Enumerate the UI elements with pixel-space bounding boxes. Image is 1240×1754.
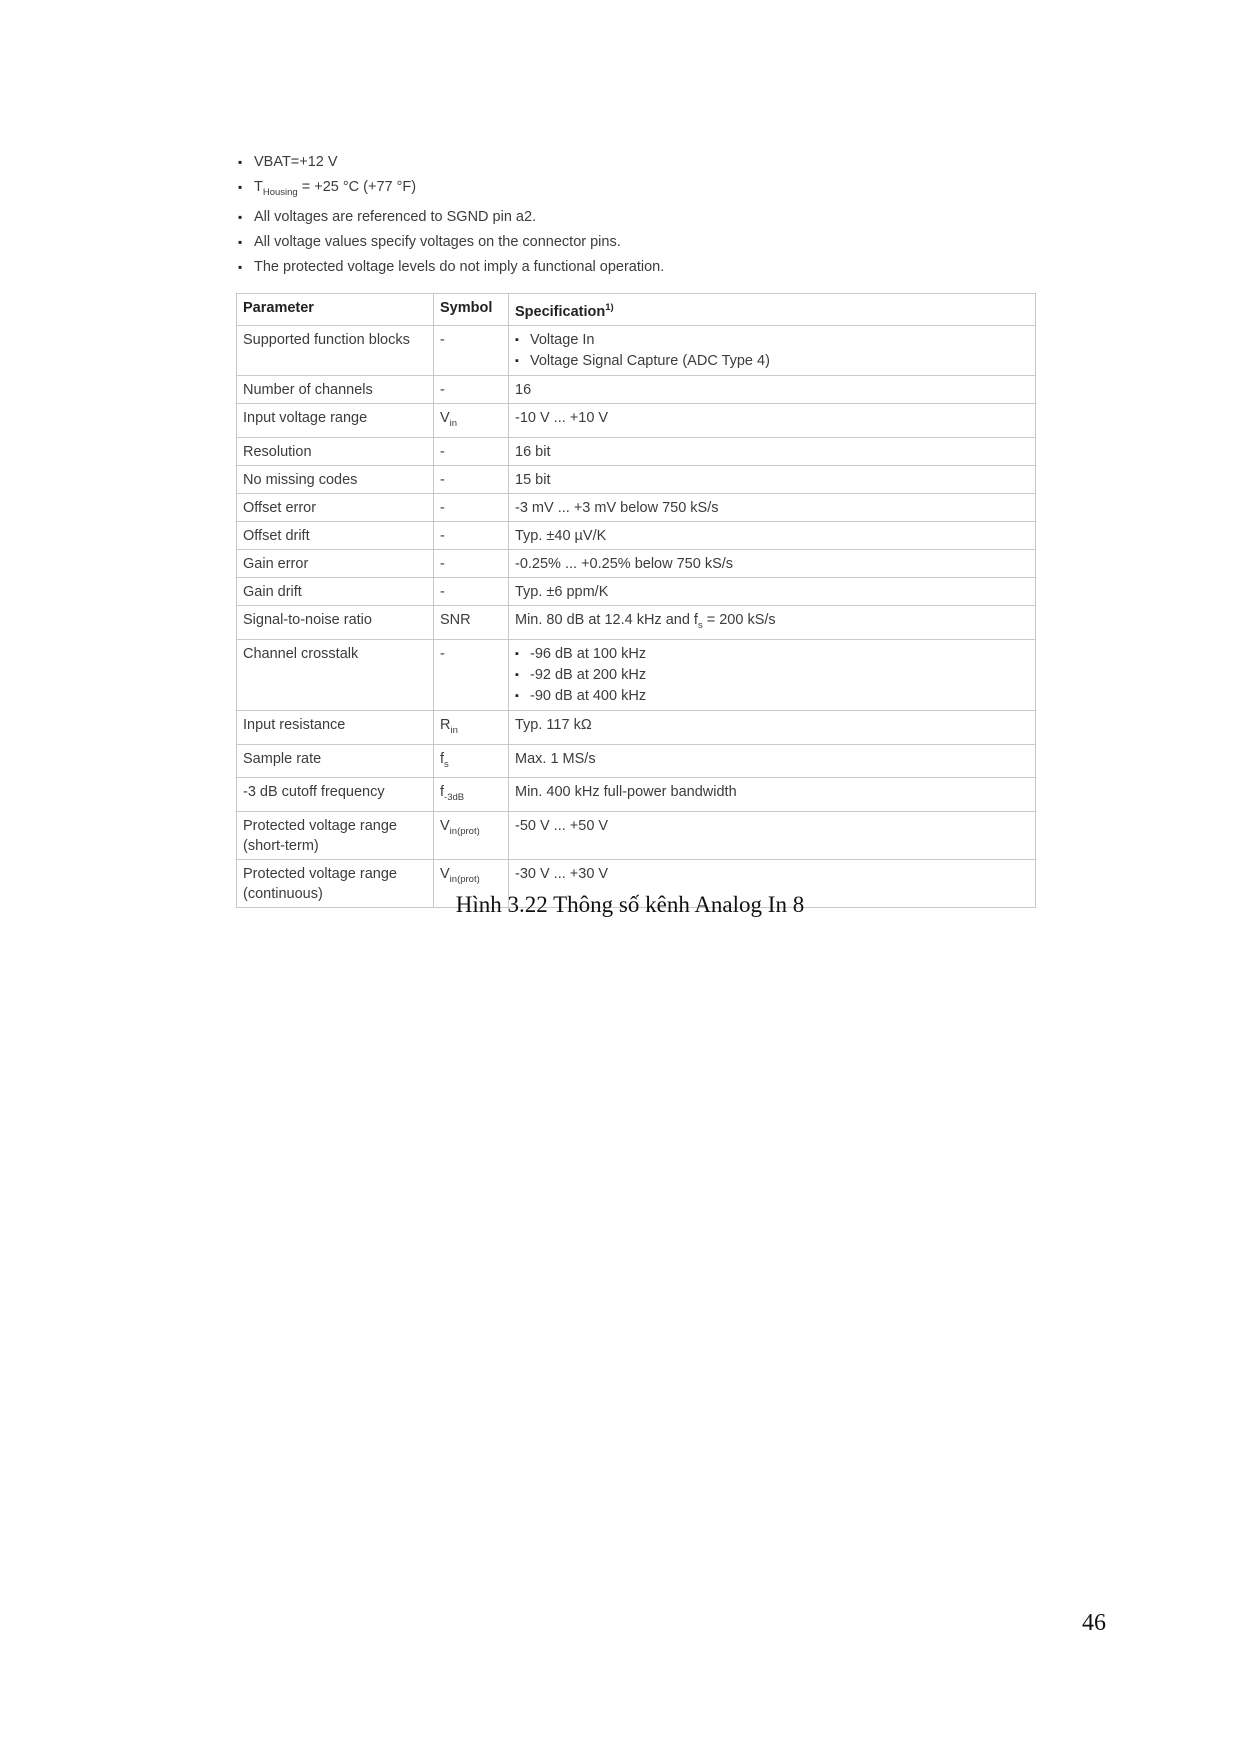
parameter-cell: Resolution [237, 437, 434, 465]
parameter-cell: Supported function blocks [237, 325, 434, 375]
condition-item: ▪ The protected voltage levels do not imply a functional operation. [238, 255, 664, 280]
parameter-cell: Number of channels [237, 375, 434, 403]
condition-item: ▪ VBAT=+12 V [238, 150, 664, 175]
specification-cell: Max. 1 MS/s [509, 744, 1036, 778]
figure-caption: Hình 3.22 Thông số kênh Analog In 8 [455, 892, 805, 917]
symbol-cell: SNR [434, 605, 509, 639]
parameter-cell: Offset error [237, 493, 434, 521]
specification-cell: Typ. ±6 ppm/K [509, 577, 1036, 605]
table-row [237, 605, 1036, 639]
specification-cell: 16 bit [509, 437, 1036, 465]
spec-bullet-item: ▪ Voltage In [515, 330, 1029, 351]
symbol-cell: $V_{in(prot)}$ [434, 812, 509, 860]
symbol-cell: - [434, 325, 509, 375]
specification-cell: -10 V ... +10 V [509, 403, 1036, 437]
specification-cell: -50 V ... +50 V [509, 812, 1036, 860]
symbol-cell: - [434, 375, 509, 403]
spec-bullet-item: ▪ -96 dB at 100 kHz [515, 644, 1029, 665]
symbol-cell: - [434, 549, 509, 577]
test-conditions-list [238, 150, 664, 280]
table-header-row [237, 294, 1036, 326]
condition-item: ▪ $T_{Housing} = +25$ °C (+77 °F) [238, 175, 664, 205]
header-specification: Specification$^{1)}$ [509, 294, 1036, 326]
spec-bullet-item: ▪ -92 dB at 200 kHz [515, 665, 1029, 686]
parameter-cell: Gain drift [237, 577, 434, 605]
condition-item: ▪ All voltage values specify voltages on the connector pins. [238, 230, 664, 255]
specification-cell: -0.25% ... +0.25% below 750 kS/s [509, 549, 1036, 577]
table-row [237, 744, 1036, 778]
specification-cell: Min. 80 dB at 12.4 kHz and $f_s = 200$ kS/s [509, 605, 1036, 639]
parameter-cell: Offset drift [237, 521, 434, 549]
table-row [237, 577, 1036, 605]
table-row [237, 493, 1036, 521]
condition-item: ▪ All voltages are referenced to SGND pin a2. [238, 205, 664, 230]
specification-cell [509, 639, 1036, 710]
footnote-marker: 1) [605, 302, 614, 313]
symbol-cell: - [434, 521, 509, 549]
parameter-cell: Protected voltage range (short-term) [237, 812, 434, 860]
parameter-cell: -3 dB cutoff frequency [237, 778, 434, 812]
specification-cell: -30 V ... +30 V [509, 860, 1036, 908]
table-row [237, 437, 1036, 465]
symbol-cell: - [434, 437, 509, 465]
table-row [237, 403, 1036, 437]
header-parameter: Parameter [237, 294, 434, 326]
header-symbol: Symbol [434, 294, 509, 326]
specification-table [236, 293, 1036, 908]
symbol-cell: - [434, 577, 509, 605]
parameter-cell: Protected voltage range (continuous) [237, 860, 434, 908]
table-row [237, 465, 1036, 493]
parameter-cell: Gain error [237, 549, 434, 577]
symbol-cell: $V_{in}$ [434, 403, 509, 437]
parameter-cell: Sample rate [237, 744, 434, 778]
table-row [237, 325, 1036, 375]
table-row [237, 375, 1036, 403]
spec-bullet-item: ▪ -90 dB at 400 kHz [515, 686, 1029, 707]
table-row [237, 639, 1036, 710]
specification-cell [509, 325, 1036, 375]
parameter-cell: Input voltage range [237, 403, 434, 437]
parameter-cell: No missing codes [237, 465, 434, 493]
specification-cell: -3 mV ... +3 mV below 750 kS/s [509, 493, 1036, 521]
specification-cell: Typ. 117 kΩ [509, 710, 1036, 744]
symbol-cell: $V_{in(prot)}$ [434, 860, 509, 908]
symbol-cell: $f_{-3dB}$ [434, 778, 509, 812]
table-row [237, 521, 1036, 549]
specification-cell: Min. 400 kHz full-power bandwidth [509, 778, 1036, 812]
symbol-cell: $f_s$ [434, 744, 509, 778]
symbol-cell: - [434, 493, 509, 521]
parameter-cell: Input resistance [237, 710, 434, 744]
symbol-cell: - [434, 465, 509, 493]
specification-cell: 15 bit [509, 465, 1036, 493]
specification-cell: Typ. ±40 µV/K [509, 521, 1036, 549]
parameter-cell: Signal-to-noise ratio [237, 605, 434, 639]
table-row [237, 812, 1036, 860]
table-row [237, 778, 1036, 812]
specification-cell: 16 [509, 375, 1036, 403]
table-row [237, 549, 1036, 577]
symbol-cell: $R_{in}$ [434, 710, 509, 744]
parameter-cell: Channel crosstalk [237, 639, 434, 710]
page-number: 46 [1082, 1610, 1106, 1636]
table-row [237, 710, 1036, 744]
spec-bullet-item: ▪ Voltage Signal Capture (ADC Type 4) [515, 351, 1029, 372]
symbol-cell: - [434, 639, 509, 710]
